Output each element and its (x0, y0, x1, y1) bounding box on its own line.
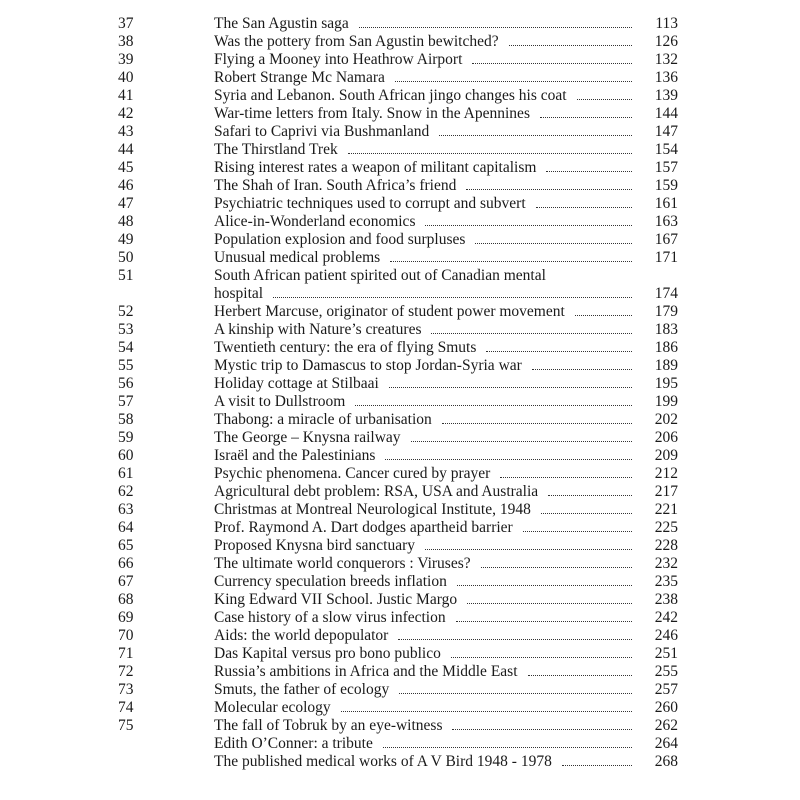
page-number: 126 (654, 33, 678, 50)
page-number: 179 (654, 303, 678, 320)
page-number: 139 (654, 87, 678, 104)
chapter-title: Thabong: a miracle of urbanisation (214, 411, 432, 428)
chapter-number: 52 (118, 303, 134, 320)
dot-leader (411, 440, 632, 442)
dot-leader (425, 548, 632, 550)
chapter-title-line (214, 447, 638, 465)
dot-leader (575, 314, 632, 316)
chapter-number: 40 (118, 69, 134, 86)
page-number: 212 (654, 465, 678, 482)
dot-leader (359, 26, 632, 28)
toc-entry (118, 177, 678, 195)
toc-entry (118, 249, 678, 267)
chapter-title-line (214, 393, 638, 411)
chapter-number: 46 (118, 177, 134, 194)
chapter-number: 51 (118, 267, 134, 284)
page-number: 157 (654, 159, 678, 176)
dot-leader (431, 332, 632, 334)
chapter-number: 39 (118, 51, 134, 68)
chapter-title-line (214, 375, 638, 393)
chapter-number: 50 (118, 249, 134, 266)
toc-entry (118, 51, 678, 69)
page-number: 159 (654, 177, 678, 194)
toc-entry (118, 591, 678, 609)
chapter-title-line (214, 753, 638, 771)
chapter-number: 53 (118, 321, 134, 338)
chapter-title-line (214, 105, 638, 123)
page-number: 225 (654, 519, 678, 536)
chapter-title: The George – Knysna railway (214, 429, 401, 446)
toc-entry (118, 465, 678, 483)
dot-leader (390, 260, 632, 262)
chapter-title: Rising interest rates a weapon of militant capitalism (214, 159, 537, 176)
chapter-number: 45 (118, 159, 134, 176)
chapter-title: Population explosion and food surpluses (214, 231, 466, 248)
dot-leader (523, 530, 632, 532)
chapter-number: 64 (118, 519, 134, 536)
toc-entry (118, 663, 678, 681)
toc-entry (118, 357, 678, 375)
chapter-title-line (214, 573, 638, 591)
page-number: 206 (654, 429, 678, 446)
toc-entry (118, 447, 678, 465)
dot-leader (439, 134, 632, 136)
dot-leader (341, 710, 632, 712)
chapter-title-line (214, 483, 638, 501)
dot-leader (355, 404, 632, 406)
chapter-title-line (214, 177, 638, 195)
chapter-title-line (214, 303, 638, 321)
dot-leader (425, 224, 632, 226)
dot-leader (442, 422, 632, 424)
chapter-title-line (214, 33, 638, 51)
dot-leader (532, 368, 632, 370)
page-number: 257 (654, 681, 678, 698)
toc-entry (118, 231, 678, 249)
toc-entry (118, 429, 678, 447)
dot-leader (540, 116, 632, 118)
chapter-number: 75 (118, 717, 134, 734)
chapter-title-line (214, 339, 638, 357)
chapter-title: A kinship with Nature’s creatures (214, 321, 422, 338)
chapter-title: Russia’s ambitions in Africa and the Middle East (214, 663, 518, 680)
dot-leader (546, 170, 632, 172)
chapter-number: 59 (118, 429, 134, 446)
chapter-title-line (214, 519, 638, 537)
toc-entry (118, 87, 678, 105)
chapter-title-line (214, 249, 638, 267)
chapter-title-line (214, 213, 638, 231)
chapter-title-line (214, 429, 638, 447)
chapter-number: 55 (118, 357, 134, 374)
chapter-title: Robert Strange Mc Namara (214, 69, 385, 86)
dot-leader (456, 620, 632, 622)
page-number: 221 (654, 501, 678, 518)
page-number: 262 (654, 717, 678, 734)
toc-entry (118, 609, 678, 627)
toc-entry (118, 519, 678, 537)
page-number: 260 (654, 699, 678, 716)
toc-entry (118, 753, 678, 771)
dot-leader (486, 350, 632, 352)
chapter-number: 42 (118, 105, 134, 122)
toc-entry (118, 339, 678, 357)
chapter-title-line (214, 609, 638, 627)
dot-leader (466, 188, 632, 190)
page-number: 147 (654, 123, 678, 140)
chapter-number: 70 (118, 627, 134, 644)
chapter-title: Christmas at Montreal Neurological Institute, 1948 (214, 501, 531, 518)
chapter-title: Currency speculation breeds inflation (214, 573, 447, 590)
chapter-title: Mystic trip to Damascus to stop Jordan-Syria war (214, 357, 522, 374)
chapter-number: 57 (118, 393, 134, 410)
dot-leader (481, 566, 632, 568)
page-number: 255 (654, 663, 678, 680)
chapter-title-line (214, 465, 638, 483)
chapter-title: Holiday cottage at Stilbaai (214, 375, 379, 392)
toc-entry (118, 627, 678, 645)
page-number: 186 (654, 339, 678, 356)
chapter-title-line (214, 537, 638, 555)
chapter-number: 41 (118, 87, 134, 104)
page-number: 238 (654, 591, 678, 608)
chapter-title: Flying a Mooney into Heathrow Airport (214, 51, 463, 68)
toc-entry (118, 33, 678, 51)
chapter-title: Twentieth century: the era of flying Smuts (214, 339, 477, 356)
page-number: 264 (654, 735, 678, 752)
chapter-title: The Thirstland Trek (214, 141, 338, 158)
toc-entry (118, 213, 678, 231)
dot-leader (395, 80, 632, 82)
chapter-title: War-time letters from Italy. Snow in the Apennines (214, 105, 530, 122)
chapter-title: Smuts, the father of ecology (214, 681, 390, 698)
chapter-title: Das Kapital versus pro bono publico (214, 645, 441, 662)
chapter-number: 69 (118, 609, 134, 626)
chapter-title: Unusual medical problems (214, 249, 381, 266)
chapter-title: Case history of a slow virus infection (214, 609, 446, 626)
chapter-number: 62 (118, 483, 134, 500)
chapter-title: A visit to Dullstroom (214, 393, 346, 410)
dot-leader (383, 746, 632, 748)
page-number: 251 (654, 645, 678, 662)
page-number: 199 (654, 393, 678, 410)
chapter-number: 58 (118, 411, 134, 428)
page-number: 246 (654, 627, 678, 644)
page-number: 232 (654, 555, 678, 572)
chapter-title: Syria and Lebanon. South African jingo changes his coat (214, 87, 567, 104)
toc-entry (118, 573, 678, 591)
page-number: 154 (654, 141, 678, 158)
chapter-title: The published medical works of A V Bird 1948 - 1978 (214, 753, 552, 770)
dot-leader (577, 98, 632, 100)
chapter-title-line (214, 231, 638, 249)
chapter-title-line (214, 141, 638, 159)
chapter-title-line (214, 51, 638, 69)
toc-entry (118, 69, 678, 87)
chapter-number: 71 (118, 645, 134, 662)
dot-leader (273, 296, 632, 298)
toc-entry (118, 375, 678, 393)
chapter-number: 72 (118, 663, 134, 680)
page-number: 136 (654, 69, 678, 86)
chapter-title-line (214, 15, 638, 33)
chapter-title: Psychiatric techniques used to corrupt and subvert (214, 195, 526, 212)
page-number: 217 (654, 483, 678, 500)
dot-leader (475, 242, 632, 244)
page-number: 113 (655, 15, 678, 32)
dot-leader (385, 458, 632, 460)
toc-entry (118, 681, 678, 699)
chapter-title-line (214, 645, 638, 663)
toc-entry (118, 267, 678, 303)
dot-leader (541, 512, 632, 514)
dot-leader (389, 386, 632, 388)
toc-entry (118, 15, 678, 33)
page-number: 228 (654, 537, 678, 554)
page-number: 242 (654, 609, 678, 626)
chapter-number: 37 (118, 15, 134, 32)
toc-entry (118, 393, 678, 411)
chapter-title: Alice-in-Wonderland economics (214, 213, 416, 230)
chapter-title: Agricultural debt problem: RSA, USA and Australia (214, 483, 539, 500)
chapter-number: 73 (118, 681, 134, 698)
page-number: 167 (654, 231, 678, 248)
chapter-number: 44 (118, 141, 134, 158)
chapter-title: The San Agustin saga (214, 15, 349, 32)
chapter-number: 48 (118, 213, 134, 230)
chapter-title-line (214, 627, 638, 645)
dot-leader (562, 764, 632, 766)
chapter-title: The fall of Tobruk by an eye-witness (214, 717, 443, 734)
page-number: 202 (654, 411, 678, 428)
chapter-number: 74 (118, 699, 134, 716)
chapter-title-continuation: hospital (214, 285, 264, 302)
chapter-title: Herbert Marcuse, originator of student power movement (214, 303, 565, 320)
chapter-title-line (214, 195, 638, 213)
page-number: 195 (654, 375, 678, 392)
chapter-title-line (214, 681, 638, 699)
toc-entry (118, 501, 678, 519)
chapter-title: Was the pottery from San Agustin bewitched? (214, 33, 499, 50)
toc-entry (118, 141, 678, 159)
chapter-title: Psychic phenomena. Cancer cured by prayer (214, 465, 491, 482)
chapter-title: The ultimate world conquerors : Viruses? (214, 555, 471, 572)
dot-leader (398, 638, 632, 640)
chapter-title: The Shah of Iran. South Africa’s friend (214, 177, 457, 194)
chapter-title-line (214, 69, 638, 87)
toc-entry (118, 195, 678, 213)
toc-entry (118, 483, 678, 501)
chapter-title-line (214, 411, 638, 429)
chapter-title-line (214, 717, 638, 735)
chapter-title-line (214, 267, 638, 303)
chapter-number: 49 (118, 231, 134, 248)
chapter-title: South African patient spirited out of Canadian mental (214, 267, 546, 284)
toc-entry (118, 555, 678, 573)
table-of-contents (118, 15, 678, 771)
page-number: 163 (654, 213, 678, 230)
chapter-title: Safari to Caprivi via Bushmanland (214, 123, 430, 140)
page-number: 171 (654, 249, 678, 266)
toc-entry (118, 411, 678, 429)
chapter-title-line (214, 159, 638, 177)
page-number: 174 (654, 285, 678, 302)
dot-leader (348, 152, 632, 154)
toc-entry (118, 717, 678, 735)
chapter-title-line (214, 357, 638, 375)
chapter-number: 54 (118, 339, 134, 356)
toc-entry (118, 537, 678, 555)
dot-leader (509, 44, 632, 46)
dot-leader (451, 656, 632, 658)
page-number: 144 (654, 105, 678, 122)
chapter-title: Edith O’Conner: a tribute (214, 735, 373, 752)
chapter-number: 68 (118, 591, 134, 608)
page-number: 235 (654, 573, 678, 590)
chapter-title-line (214, 87, 638, 105)
chapter-title: Proposed Knysna bird sanctuary (214, 537, 416, 554)
toc-entry (118, 123, 678, 141)
chapter-title: Israël and the Palestinians (214, 447, 376, 464)
dot-leader (467, 602, 632, 604)
chapter-number: 66 (118, 555, 134, 572)
page-number: 189 (654, 357, 678, 374)
chapter-title-line (214, 555, 638, 573)
chapter-number: 43 (118, 123, 134, 140)
chapter-number: 65 (118, 537, 134, 554)
chapter-title-continuation-line (214, 285, 638, 303)
chapter-number: 67 (118, 573, 134, 590)
dot-leader (472, 62, 632, 64)
dot-leader (452, 728, 632, 730)
dot-leader (536, 206, 632, 208)
chapter-title-line (214, 501, 638, 519)
page-number: 183 (654, 321, 678, 338)
chapter-title: King Edward VII School. Justic Margo (214, 591, 458, 608)
chapter-title-line (214, 699, 638, 717)
toc-entry (118, 105, 678, 123)
chapter-title: Prof. Raymond A. Dart dodges apartheid barrier (214, 519, 513, 536)
chapter-number: 61 (118, 465, 134, 482)
chapter-title-line (214, 735, 638, 753)
chapter-number: 38 (118, 33, 134, 50)
chapter-title: Aids: the world depopulator (214, 627, 389, 644)
dot-leader (548, 494, 632, 496)
toc-entry (118, 645, 678, 663)
dot-leader (399, 692, 632, 694)
chapter-number: 56 (118, 375, 134, 392)
page-number: 161 (654, 195, 678, 212)
toc-entry (118, 159, 678, 177)
toc-entry (118, 735, 678, 753)
chapter-title-line (214, 591, 638, 609)
page-number: 209 (654, 447, 678, 464)
chapter-number: 63 (118, 501, 134, 518)
dot-leader (500, 476, 632, 478)
chapter-title-line (214, 321, 638, 339)
chapter-title-line (214, 123, 638, 141)
chapter-number: 47 (118, 195, 134, 212)
chapter-number: 60 (118, 447, 134, 464)
page-number: 268 (654, 753, 678, 770)
chapter-title: Molecular ecology (214, 699, 331, 716)
dot-leader (528, 674, 633, 676)
chapter-title-line (214, 663, 638, 681)
toc-entry (118, 699, 678, 717)
dot-leader (457, 584, 632, 586)
toc-entry (118, 303, 678, 321)
page-number: 132 (654, 51, 678, 68)
toc-entry (118, 321, 678, 339)
